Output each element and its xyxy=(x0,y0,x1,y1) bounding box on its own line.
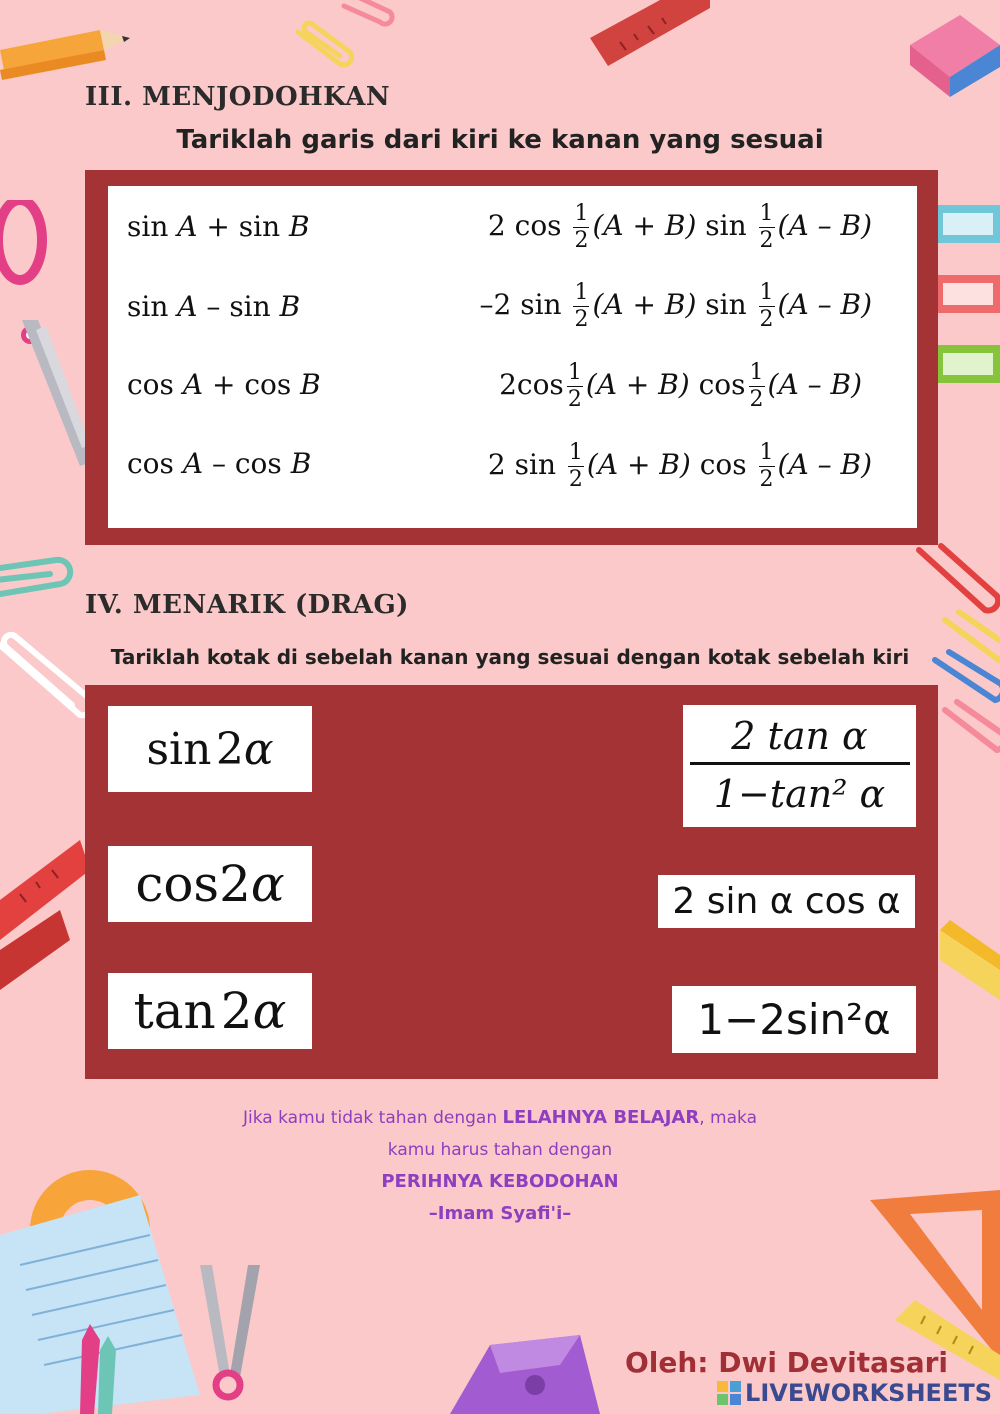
match-right-item[interactable]: 2 sin $\frac{1}{2}$ (A + B) cos $\frac{1}{2}$ (A – B) xyxy=(487,440,872,492)
section-3-heading: III. MENJODOHKAN xyxy=(85,82,391,112)
brand-mark xyxy=(717,1378,992,1408)
section-4-instruction: Tariklah kotak di sebelah kanan yang sesuai dengan kotak sebelah kiri xyxy=(110,645,910,669)
eraser-illustration xyxy=(905,5,1000,100)
scissors-illustration xyxy=(190,1265,270,1414)
match-right-item[interactable]: 2 cos $\frac{1}{2}$ (A + B) sin $\frac{1}{2}$ (A – B) xyxy=(487,201,872,253)
section-4-heading: IV. MENARIK (DRAG) xyxy=(85,590,409,620)
drag-item-cos-double[interactable]: 1−2sin²α xyxy=(672,986,916,1053)
section-3-instruction: Tariklah garis dari kiri ke kanan yang sesuai xyxy=(176,125,824,155)
ruler-illustration xyxy=(590,0,710,70)
drag-target-tan2a[interactable]: tan 2 α xyxy=(108,973,312,1049)
fraction-numerator: 2 tan α xyxy=(731,713,868,758)
quote-attribution: –Imam Syafi'i– xyxy=(428,1203,572,1224)
fraction-denominator: 1−tan² α xyxy=(713,771,886,816)
liveworksheets-logo-icon xyxy=(717,1381,741,1405)
paperclip-illustration xyxy=(0,625,95,745)
sharpener-illustration xyxy=(430,1335,610,1414)
motivational-quote: Jika kamu tidak tahan dengan LELAHNYA BELAJAR, maka kamu harus tahan dengan PERIHNYA KEBODOHAN –Imam Syafi'i– xyxy=(243,1107,757,1224)
match-left-item[interactable]: cos A + cos B xyxy=(127,368,321,401)
match-left-item[interactable]: sin A + sin B xyxy=(127,210,310,243)
drag-target-sin2a[interactable]: sin 2 α xyxy=(108,706,312,792)
match-right-item[interactable]: 2cos $\frac{1}{2}$ (A + B) cos $\frac{1}{2}$ (A – B) xyxy=(499,360,862,412)
match-left-item[interactable]: cos A – cos B xyxy=(127,447,312,480)
author-credit: Oleh: Dwi Devitasari xyxy=(624,1346,948,1379)
drag-item-tan-fraction[interactable] xyxy=(683,705,916,827)
match-right-item[interactable]: –2 sin $\frac{1}{2}$ (A + B) sin $\frac{1}{2}$ (A – B) xyxy=(479,280,872,332)
match-left-item[interactable]: sin A – sin B xyxy=(127,290,301,323)
drag-item-sin-double[interactable]: 2 sin α cos α xyxy=(658,875,915,928)
paperclip-illustration xyxy=(340,0,400,30)
drag-target-cos2a[interactable]: cos 2 α xyxy=(108,846,312,922)
colored-pencils-illustration xyxy=(60,1320,120,1414)
fraction-bar xyxy=(690,762,910,765)
pencil-illustration xyxy=(940,910,1000,1010)
crayons-illustration xyxy=(935,195,1000,415)
paperclip-illustration xyxy=(0,550,80,610)
scissors-illustration xyxy=(0,200,95,470)
brand-name: LIVEWORKSHEETS xyxy=(745,1379,992,1407)
ruler-illustration xyxy=(0,840,90,1010)
